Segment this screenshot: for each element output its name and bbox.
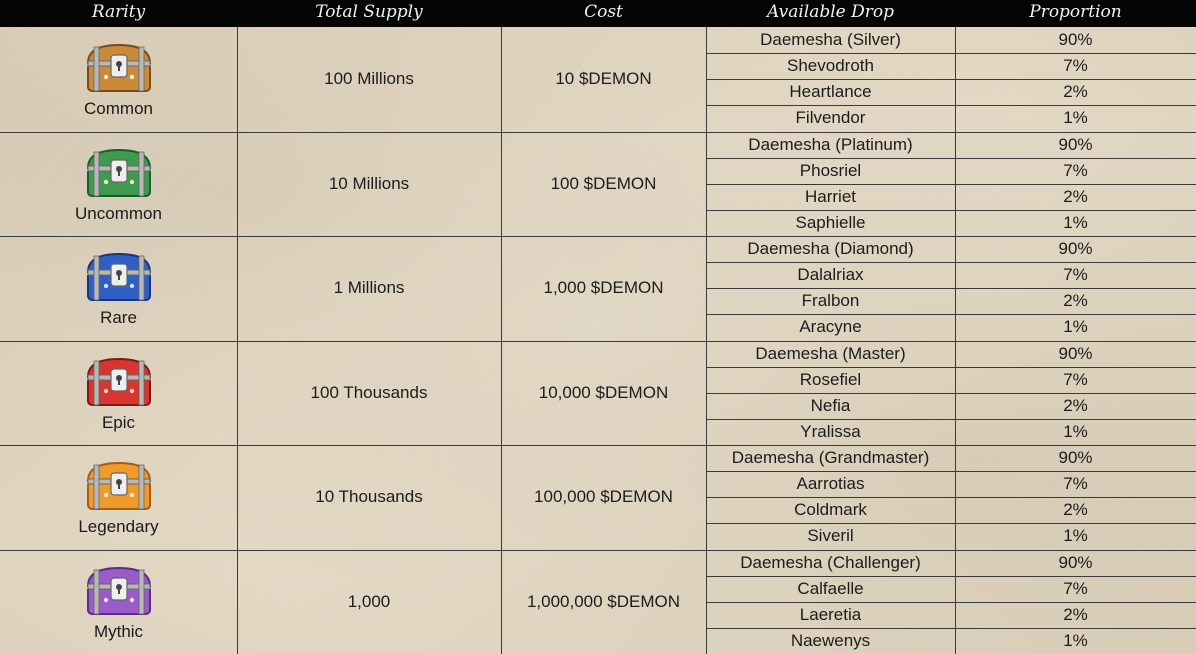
header-proportion: Proportion [1029, 2, 1122, 22]
rarity-cell-uncommon [0, 132, 237, 237]
treasure-chest-icon [84, 562, 154, 618]
drop-name-cell: Siveril [807, 526, 854, 546]
treasure-chest-icon [84, 248, 154, 304]
drop-name-cell: Yralissa [800, 421, 861, 441]
row-divider [0, 236, 1196, 237]
header-cost: Cost [584, 2, 623, 22]
rarity-cell-common [0, 27, 237, 132]
drop-proportion-cell: 90% [1058, 30, 1093, 50]
drop-name-cell: Saphielle [795, 212, 866, 232]
rarity-cell-rare [0, 236, 237, 341]
drop-name-cell: Nefia [810, 395, 851, 415]
drop-name-cell: Laeretia [799, 604, 862, 624]
drop-proportion-cell: 2% [1063, 186, 1088, 206]
drop-name-cell: Daemesha (Grandmaster) [731, 448, 930, 468]
sub-row-divider [706, 262, 1196, 263]
drop-name-cell: Filvendor [795, 108, 866, 128]
drop-proportion-cell: 1% [1063, 212, 1088, 232]
sub-row-divider [706, 314, 1196, 315]
rarity-name: Epic [101, 412, 136, 432]
drop-proportion-cell: 90% [1058, 343, 1093, 363]
sub-row-divider [706, 497, 1196, 498]
rarity-cell-epic [0, 341, 237, 446]
drop-proportion-cell: 2% [1063, 82, 1088, 102]
header-rarity: Rarity [91, 2, 146, 22]
rarity-cell-mythic [0, 550, 237, 654]
drop-name-cell: Naewenys [790, 630, 871, 650]
rarity-name: Common [84, 99, 153, 119]
drop-name-cell: Calfaelle [797, 578, 864, 598]
row-divider [0, 132, 1196, 133]
drop-proportion-cell: 7% [1063, 578, 1088, 598]
sub-row-divider [706, 576, 1196, 577]
rarity-name: Mythic [93, 621, 144, 641]
drop-name-cell: Phosriel [799, 160, 862, 180]
rarity-cell-legendary [0, 445, 237, 550]
drop-proportion-cell: 2% [1063, 604, 1088, 624]
sub-row-divider [706, 79, 1196, 80]
cost-cell: 1,000,000 $DEMON [526, 591, 681, 611]
drop-proportion-cell: 7% [1063, 56, 1088, 76]
drop-name-cell: Rosefiel [799, 369, 862, 389]
total-supply-cell: 100 Millions [324, 69, 414, 89]
treasure-chest-icon [84, 353, 154, 409]
sub-row-divider [706, 471, 1196, 472]
total-supply-cell: 100 Thousands [310, 382, 428, 402]
treasure-chest-icon [84, 39, 154, 95]
sub-row-divider [706, 105, 1196, 106]
row-divider [0, 550, 1196, 551]
drop-name-cell: Fralbon [801, 291, 860, 311]
cost-cell: 10 $DEMON [555, 69, 652, 89]
sub-row-divider [706, 419, 1196, 420]
drop-name-cell: Daemesha (Silver) [760, 30, 901, 50]
drop-proportion-cell: 90% [1058, 552, 1093, 572]
drop-proportion-cell: 90% [1058, 134, 1093, 154]
drop-name-cell: Harriet [804, 186, 856, 206]
drop-proportion-cell: 90% [1058, 239, 1093, 259]
header-total-supply: Total Supply [315, 2, 423, 22]
sub-row-divider [706, 288, 1196, 289]
sub-row-divider [706, 602, 1196, 603]
rarity-name: Uncommon [75, 203, 162, 223]
row-divider [0, 445, 1196, 446]
sub-row-divider [706, 184, 1196, 185]
sub-row-divider [706, 367, 1196, 368]
drop-proportion-cell: 1% [1063, 317, 1088, 337]
drop-name-cell: Daemesha (Challenger) [740, 552, 921, 572]
sub-row-divider [706, 53, 1196, 54]
rarity-name: Rare [100, 308, 137, 328]
treasure-chest-icon [84, 144, 154, 200]
drop-name-cell: Coldmark [794, 500, 867, 520]
drop-name-cell: Heartlance [789, 82, 872, 102]
drop-name-cell: Shevodroth [787, 56, 874, 76]
drop-name-cell: Aracyne [799, 317, 862, 337]
treasure-chest-icon [84, 457, 154, 513]
sub-row-divider [706, 523, 1196, 524]
cost-cell: 100 $DEMON [550, 173, 657, 193]
drop-proportion-cell: 1% [1063, 108, 1088, 128]
drop-proportion-cell: 2% [1063, 395, 1088, 415]
drop-proportion-cell: 1% [1063, 526, 1088, 546]
drop-proportion-cell: 7% [1063, 160, 1088, 180]
drop-proportion-cell: 2% [1063, 500, 1088, 520]
total-supply-cell: 10 Millions [328, 173, 410, 193]
drop-name-cell: Aarrotias [796, 474, 865, 494]
cost-cell: 10,000 $DEMON [538, 382, 669, 402]
header-available-drop: Available Drop [767, 2, 894, 22]
rarity-name: Legendary [78, 517, 159, 537]
cost-cell: 1,000 $DEMON [543, 278, 664, 298]
sub-row-divider [706, 210, 1196, 211]
total-supply-cell: 1 Millions [333, 278, 405, 298]
drop-name-cell: Daemesha (Platinum) [748, 134, 913, 154]
drop-name-cell: Daemesha (Diamond) [747, 239, 914, 259]
sub-row-divider [706, 158, 1196, 159]
cost-cell: 100,000 $DEMON [534, 487, 673, 507]
drop-proportion-cell: 1% [1063, 421, 1088, 441]
drop-name-cell: Dalalriax [797, 265, 864, 285]
drop-proportion-cell: 2% [1063, 291, 1088, 311]
drop-proportion-cell: 7% [1063, 369, 1088, 389]
table-header [0, 0, 1196, 27]
row-divider [0, 341, 1196, 342]
drop-name-cell: Daemesha (Master) [755, 343, 906, 363]
drop-proportion-cell: 7% [1063, 265, 1088, 285]
drop-proportion-cell: 7% [1063, 474, 1088, 494]
sub-row-divider [706, 628, 1196, 629]
total-supply-cell: 10 Thousands [315, 487, 423, 507]
sub-row-divider [706, 393, 1196, 394]
drop-proportion-cell: 1% [1063, 630, 1088, 650]
total-supply-cell: 1,000 [347, 591, 391, 611]
drop-proportion-cell: 90% [1058, 448, 1093, 468]
table-body [0, 27, 1196, 654]
